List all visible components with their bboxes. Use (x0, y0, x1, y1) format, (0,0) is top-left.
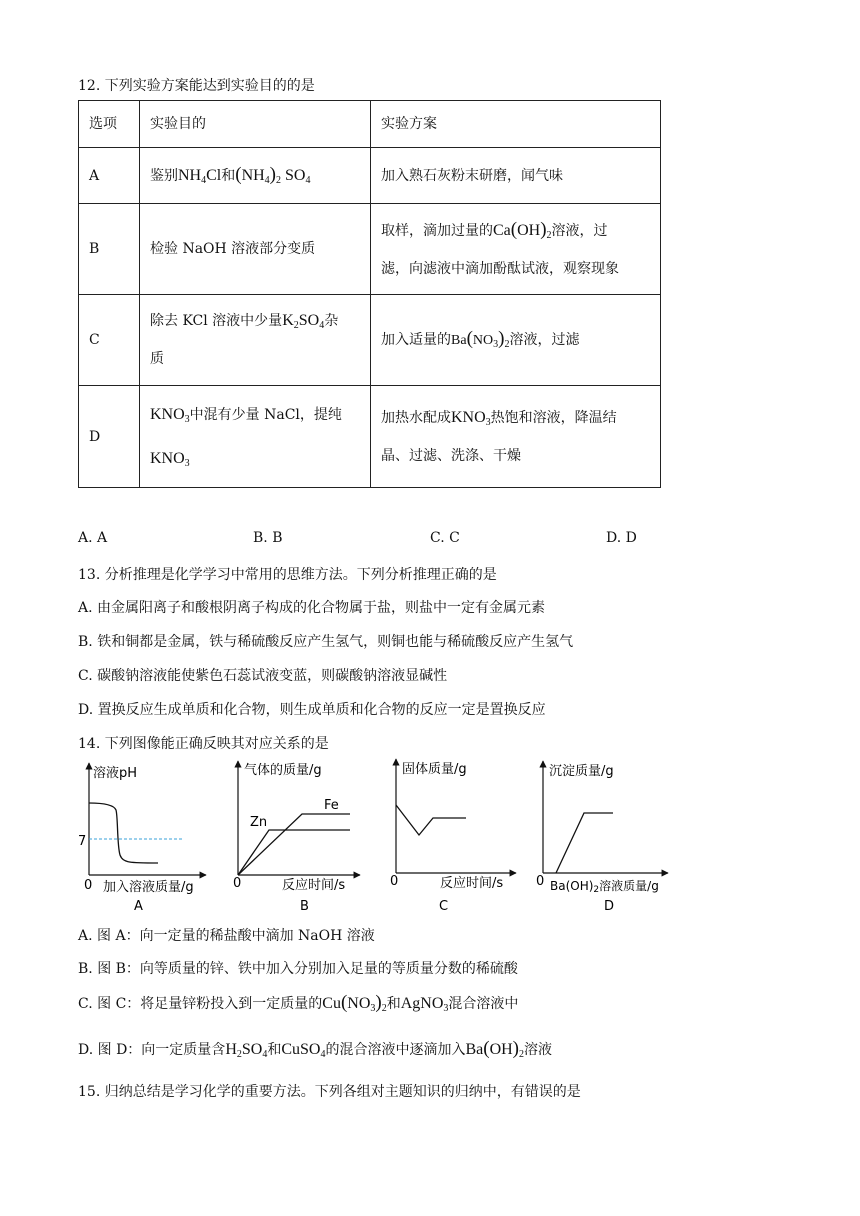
table-row (79, 295, 661, 386)
table-row (79, 148, 661, 204)
q14-option-c: C. 图 C：将足量锌粉投入到一定质量的$Cu(NO_3)_2$和AgNO$_3$混合溶液中 (78, 992, 519, 1014)
graph-a-mark: 7 (78, 834, 87, 849)
row-goal: $KNO_3$中混有少量 NaCl，提纯 $KNO_3$ (140, 386, 371, 488)
graph-c-xlabel: 反应时间/s (440, 876, 504, 891)
row-plan: 加入熟石灰粉末研磨，闻气味 (371, 148, 661, 204)
graph-b-fe-label: Fe (324, 798, 339, 813)
graph-d-curve (556, 813, 613, 873)
graph-d-origin: 0 (536, 874, 545, 889)
q14-graphs (70, 755, 710, 920)
q12-choice-c: C. C (430, 530, 460, 546)
graph-a (78, 763, 206, 914)
table-row (79, 204, 661, 295)
row-goal: 鉴别$NH_4Cl$和$(NH_4)_2$ $SO_4$ (140, 148, 371, 204)
q12-stem: 12. 下列实验方案能达到实验目的的是 (78, 78, 315, 94)
graph-c-ylabel: 固体质量/g (402, 762, 467, 777)
q12-choice-d: D. D (606, 530, 637, 546)
graph-a-xlabel: 加入溶液质量/g (103, 880, 194, 895)
q14-option-d: D. 图 D：向一定质量含$H_2SO_4$和CuSO$_4$的混合溶液中逐滴加入$Ba(OH)_2$溶液 (78, 1038, 552, 1060)
graph-d-letter: D (604, 899, 615, 914)
q14-option-b: B. 图 B：向等质量的锌、铁中加入分别加入足量的等质量分数的稀硫酸 (78, 961, 518, 977)
table-row (79, 386, 661, 488)
q15-stem: 15. 归纳总结是学习化学的重要方法。下列各组对主题知识的归纳中，有错误的是 (78, 1084, 581, 1100)
graph-b-letter: B (300, 899, 309, 914)
q13-option-a: A. 由金属阳离子和酸根阴离子构成的化合物属于盐，则盐中一定有金属元素 (78, 600, 546, 616)
graph-d (536, 761, 668, 914)
row-option: B (79, 204, 140, 295)
graph-a-ylabel: 溶液pH (93, 766, 138, 781)
graph-a-curve (89, 803, 158, 863)
q14-option-a: A. 图 A：向一定量的稀盐酸中滴加 NaOH 溶液 (78, 928, 375, 944)
q12-choice-b: B. B (253, 530, 283, 546)
graph-b-xlabel: 反应时间/s (282, 878, 346, 893)
row-plan: 加热水配成$KNO_3$热饱和溶液，降温结 晶、过滤、洗涤、干燥 (371, 386, 661, 488)
row-option: D (79, 386, 140, 488)
header-goal: 实验目的 (140, 101, 371, 148)
q12-table (78, 100, 661, 488)
graph-b-zn-line (238, 830, 350, 875)
row-option: C (79, 295, 140, 386)
graph-b-ylabel: 气体的质量/g (244, 763, 322, 778)
row-option: A (79, 148, 140, 204)
graph-a-origin: 0 (84, 878, 93, 893)
graph-b (233, 761, 360, 914)
graph-c-letter: C (439, 899, 449, 914)
graph-b-origin: 0 (233, 876, 242, 891)
header-option: 选项 (79, 101, 140, 148)
graph-c-origin: 0 (390, 874, 399, 889)
graph-d-ylabel: 沉淀质量/g (549, 764, 614, 779)
graph-c (390, 759, 516, 914)
graph-c-curve (396, 805, 466, 835)
graph-d-xlabel: Ba(OH)2溶液质量/g (550, 879, 659, 895)
row-plan: 取样，滴加过量的$Ca(OH)_2$溶液，过 滤，向滤液中滴加酚酞试液，观察现象 (371, 204, 661, 295)
graph-b-zn-label: Zn (250, 815, 268, 830)
row-plan: 加入适量的$Ba(NO_3)_2$溶液，过滤 (371, 295, 661, 386)
q14-stem: 14. 下列图像能正确反映其对应关系的是 (78, 736, 329, 752)
q13-option-c: C. 碳酸钠溶液能使紫色石蕊试液变蓝，则碳酸钠溶液显碱性 (78, 668, 448, 684)
header-plan: 实验方案 (371, 101, 661, 148)
row-goal: 检验 NaOH 溶液部分变质 (140, 204, 371, 295)
q13-option-b: B. 铁和铜都是金属，铁与稀硫酸反应产生氢气，则铜也能与稀硫酸反应产生氢气 (78, 634, 574, 650)
q13-stem: 13. 分析推理是化学学习中常用的思维方法。下列分析推理正确的是 (78, 567, 497, 583)
graph-a-letter: A (134, 899, 143, 914)
q13-option-d: D. 置换反应生成单质和化合物，则生成单质和化合物的反应一定是置换反应 (78, 702, 546, 718)
row-goal: 除去 KCl 溶液中少量$K_2SO_4$杂 质 (140, 295, 371, 386)
q12-choice-a: A. A (78, 530, 108, 546)
